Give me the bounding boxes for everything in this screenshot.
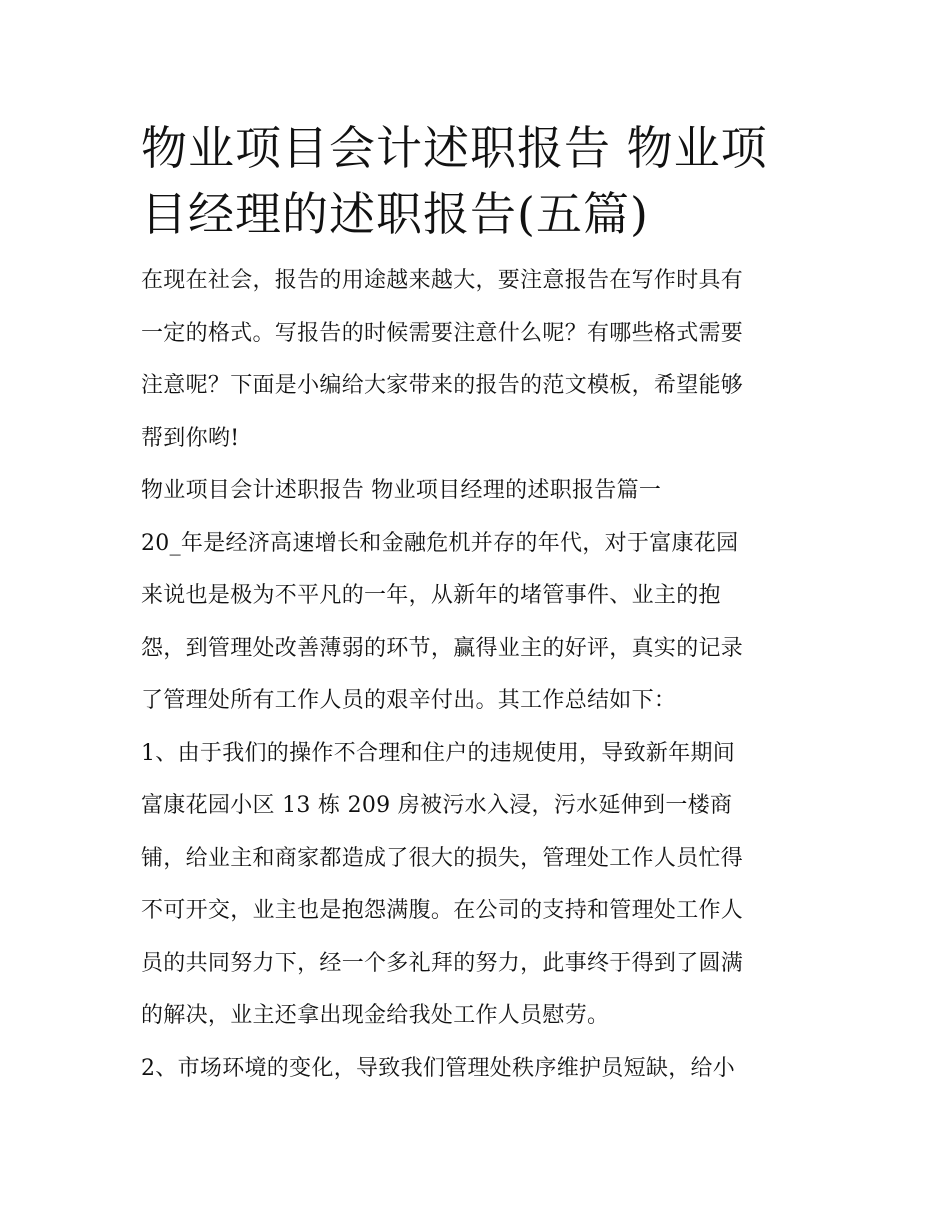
intro-line: 一定的格式。写报告的时候需要注意什么呢？有哪些格式需要 bbox=[141, 320, 744, 346]
section-heading: 物业项目会计述职报告 物业项目经理的述职报告篇一 bbox=[141, 478, 662, 503]
list-item-line: 2、市场环境的变化，导致我们管理处秩序维护员短缺，给小 bbox=[141, 1055, 736, 1081]
intro-line: 注意呢？下面是小编给大家带来的报告的范文模板，希望能够 bbox=[141, 373, 744, 398]
intro-line: 帮到你哟! bbox=[141, 425, 240, 451]
body-line: 员的共同努力下，经一个多礼拜的努力，此事终于得到了圆满 bbox=[141, 950, 744, 976]
list-item-line: 1、由于我们的操作不合理和住户的违规使用，导致新年期间 bbox=[141, 740, 736, 766]
body-line: 来说也是极为不平凡的一年，从新年的堵管事件、业主的抱 bbox=[141, 583, 721, 608]
body-line: 铺，给业主和商家都造成了很大的损失，管理处工作人员忙得 bbox=[141, 845, 744, 871]
body-line: 富康花园小区 13 栋 209 房被污水入浸，污水延伸到一楼商 bbox=[141, 793, 733, 818]
intro-line: 在现在社会，报告的用途越来越大，要注意报告在写作时具有 bbox=[141, 268, 744, 293]
body-line: 了管理处所有工作人员的艰辛付出。其工作总结如下： bbox=[141, 688, 677, 713]
body-line: 20_年是经济高速增长和金融危机并存的年代，对于富康花园 bbox=[141, 530, 739, 556]
title-line: 目经理的述职报告(五篇) bbox=[141, 187, 649, 241]
body-line: 怨，到管理处改善薄弱的环节，赢得业主的好评，真实的记录 bbox=[141, 635, 744, 661]
body-line: 不可开交，业主也是抱怨满腹。在公司的支持和管理处工作人 bbox=[141, 898, 744, 923]
document-body bbox=[141, 115, 821, 1095]
body-line: 的解决，业主还拿出现金给我处工作人员慰劳。 bbox=[141, 1003, 610, 1028]
document-title bbox=[141, 115, 821, 247]
title-line: 物业项目会计述职报告 物业项 bbox=[141, 121, 768, 175]
